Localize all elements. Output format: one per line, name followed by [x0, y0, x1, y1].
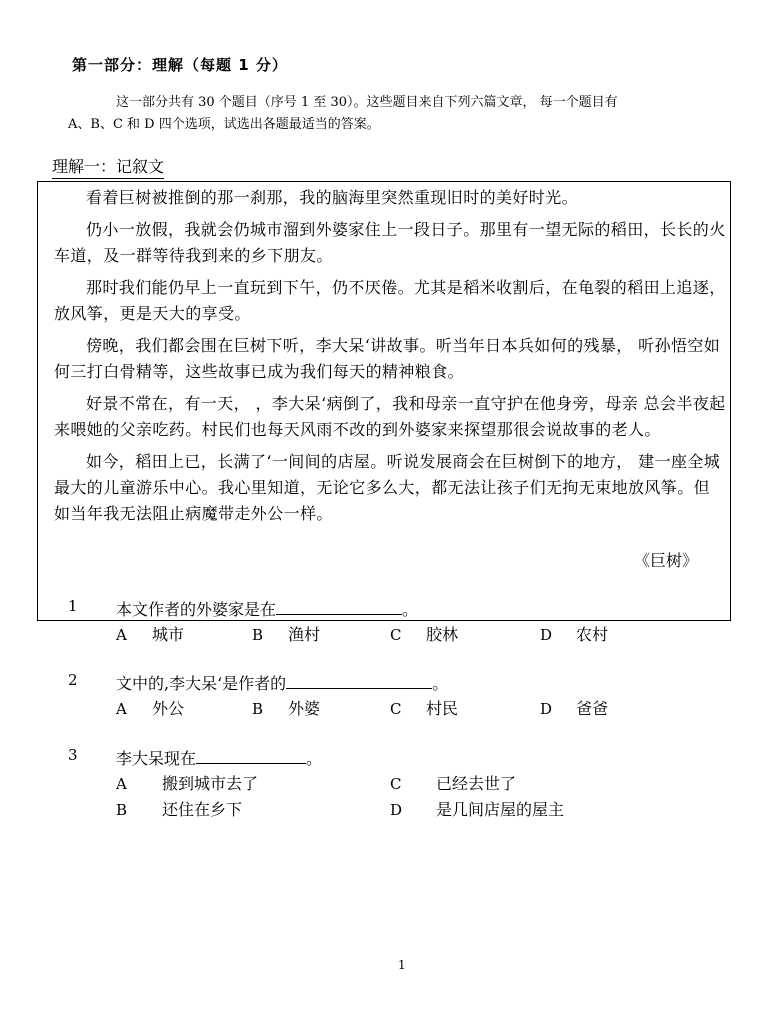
option-letter: B: [252, 700, 264, 718]
question-stem: 文中的,李大呆‘是作者的: [116, 674, 287, 693]
instructions: [68, 92, 708, 136]
passage-source: 《巨树》: [633, 551, 698, 570]
question-stem: 李大呆现在: [116, 749, 197, 768]
option-letter: D: [540, 626, 553, 644]
question-number: 1: [68, 597, 78, 615]
answer-blank: [286, 671, 432, 689]
option-c: [390, 622, 458, 645]
question-text: [116, 746, 322, 769]
passage-paragraph: 那时我们能仍早上一直玩到下午，仍不厌倦。尤其是稻米收割后，在龟裂的稻田上追逐，放风筝，更是天大的享受。: [54, 278, 726, 323]
passage: [54, 185, 726, 533]
question-stem-end: 。: [306, 749, 323, 768]
section-title: 第一部分：理解（每题 1 分）: [72, 56, 288, 74]
passage-paragraph: 如今，稻田上已，长满了‘一间间的店屋。听说发展商会在巨树倒下的地方， 建一座全城最大的儿童游乐中心。我心里知道，无论它多么大，都无法让孩子们无拘无束地放风筝。但如当年我无法阻止病魔带走外公一样。: [54, 452, 721, 523]
option-letter: C: [390, 775, 402, 793]
question-text: [116, 597, 418, 620]
reading-title: 理解一：记叙文: [52, 154, 164, 179]
option-letter: D: [390, 801, 403, 819]
option-a: [116, 771, 258, 794]
option-d: [540, 622, 608, 645]
question-stem-end: 。: [402, 600, 419, 619]
option-letter: A: [116, 700, 127, 718]
option-text: 还住在乡下: [162, 800, 243, 819]
option-text: 外公: [152, 699, 185, 718]
option-letter: D: [540, 700, 553, 718]
option-text: 爸爸: [576, 699, 609, 718]
question-stem: 本文作者的外婆家是在: [116, 600, 277, 619]
option-text: 渔村: [288, 625, 321, 644]
option-letter: C: [390, 700, 402, 718]
option-c: [390, 696, 458, 719]
passage-paragraph: 看着巨树被推倒的那一刹那，我的脑海里突然重现旧时的美好时光。: [86, 188, 579, 207]
option-text: 是几间店屋的屋主: [436, 800, 565, 819]
option-text: 城市: [152, 625, 185, 644]
passage-paragraph: 仍小一放假，我就会仍城市溜到外婆家住上一段日子。那里有一望无际的稻田，长长的火车道，及一群等待我到来的乡下朋友。: [54, 220, 726, 265]
question-text: [116, 671, 448, 694]
option-text: 外婆: [288, 699, 321, 718]
question-number: 3: [68, 746, 78, 764]
option-b: [252, 696, 320, 719]
option-text: 农村: [576, 625, 609, 644]
option-c: [390, 771, 516, 794]
option-a: [116, 696, 184, 719]
answer-blank: [276, 597, 402, 615]
option-text: 胶林: [426, 625, 459, 644]
instructions-line-1: 这一部分共有 30 个题目（序号 1 至 30）。这些题目来自下列六篇文章， 每一个题目有: [116, 95, 618, 110]
passage-paragraph: 傍晚，我们都会围在巨树下听，李大呆‘讲故事。听当年日本兵如何的残暴， 听孙悟空如何三打白骨精等，这些故事已成为我们每天的精神粮食。: [54, 336, 721, 381]
question-stem-end: 。: [432, 674, 449, 693]
option-text: 搬到城市去了: [162, 774, 259, 793]
option-a: [116, 622, 184, 645]
option-d: [540, 696, 608, 719]
option-text: 村民: [426, 699, 459, 718]
option-letter: A: [116, 626, 127, 644]
option-d: [390, 797, 564, 820]
passage-paragraph: 好景不常在，有一天， ，李大呆‘病倒了，我和母亲一直守护在他身旁，母亲 总会半夜起来喂她的父亲吃药。村民们也每天风雨不改的到外婆家来探望那很会说故事的老人。: [54, 394, 726, 439]
option-b: [116, 797, 242, 820]
option-letter: B: [252, 626, 264, 644]
question-number: 2: [68, 671, 78, 689]
option-text: 已经去世了: [436, 774, 517, 793]
page-number: 1: [398, 958, 406, 972]
option-letter: B: [116, 801, 128, 819]
instructions-line-2: A、B、C 和 D 四个选项，试选出各题最适当的答案。: [68, 117, 380, 132]
option-b: [252, 622, 320, 645]
option-letter: C: [390, 626, 402, 644]
option-letter: A: [116, 775, 127, 793]
answer-blank: [196, 746, 306, 764]
